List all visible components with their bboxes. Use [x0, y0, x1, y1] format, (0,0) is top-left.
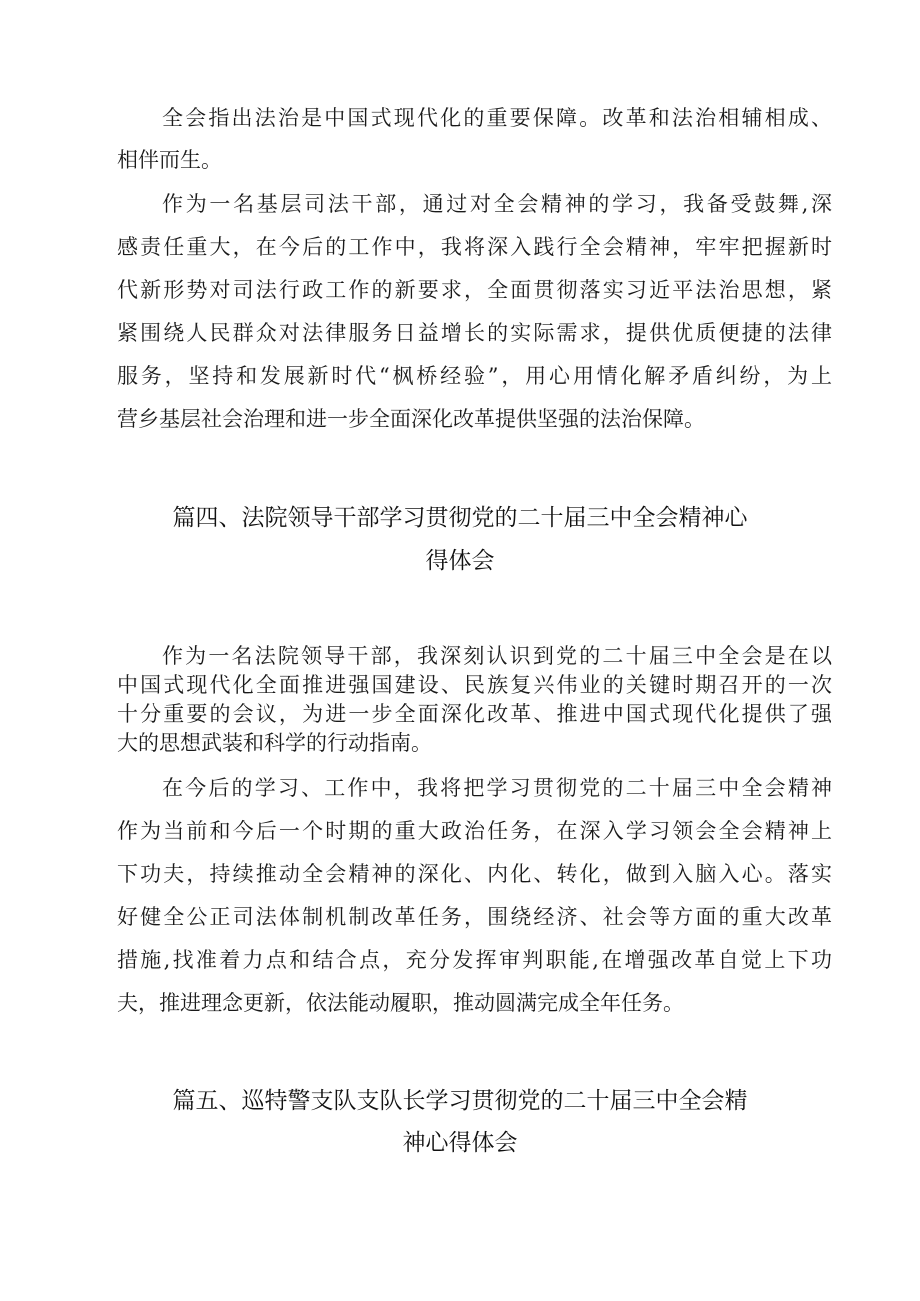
paragraph-line: 措施,找准着力点和结合点，充分发挥审判职能,在增强改革自觉上下功: [117, 948, 832, 972]
paragraph-line: 感责任重大，在今后的工作中，我将深入践行全会精神，牢牢把握新时: [117, 235, 832, 259]
paragraph-line: 大的思想武装和科学的行动指南。: [117, 731, 432, 755]
paragraph-line: 代新形势对司法行政工作的新要求，全面贯彻落实习近平法治思想，紧: [117, 278, 832, 302]
paragraph-line: 夫，推进理念更新，依法能动履职，推动圆满完成全年任务。: [117, 991, 684, 1015]
paragraph-line: 作为一名法院领导干部，我深刻认识到党的二十届三中全会是在以: [162, 644, 832, 668]
paragraph-line: 在今后的学习、工作中，我将把学习贯彻党的二十届三中全会精神: [162, 776, 832, 800]
paragraph-line: 作为一名基层司法干部，通过对全会精神的学习，我备受鼓舞,深: [162, 192, 832, 216]
section-heading: [0, 1083, 920, 1161]
paragraph-line: 作为当前和今后一个时期的重大政治任务，在深入学习领会全会精神上: [117, 819, 832, 843]
section-heading: [0, 500, 920, 579]
paragraph-line: 中国式现代化全面推进强国建设、民族复兴伟业的关键时期召开的一次: [117, 673, 832, 697]
paragraph-line: 服务，坚持和发展新时代“枫桥经验”，用心用情化解矛盾纠纷，为上: [117, 364, 832, 388]
section-heading-line: 神心得体会: [402, 1130, 518, 1156]
paragraph-line: 紧围绕人民群众对法律服务日益增长的实际需求，提供优质便捷的法律: [117, 321, 832, 345]
paragraph-line: 营乡基层社会治理和进一步全面深化改革提供坚强的法治保障。: [117, 407, 705, 431]
section-heading-line: 篇四、法院领导干部学习贯彻党的二十届三中全会精神心: [172, 505, 748, 531]
paragraph-line: 好健全公正司法体制机制改革任务，围绕经济、社会等方面的重大改革: [117, 905, 832, 929]
paragraph-line: 相伴而生。: [117, 148, 222, 172]
paragraph-line: 下功夫，持续推动全会精神的深化、内化、转化，做到入脑入心。落实: [117, 862, 832, 886]
paragraph-line: 全会指出法治是中国式现代化的重要保障。改革和法治相辅相成、: [162, 106, 832, 130]
section-heading-line: 篇五、巡特警支队支队长学习贯彻党的二十届三中全会精: [172, 1088, 748, 1114]
paragraph-line: 十分重要的会议，为进一步全面深化改革、推进中国式现代化提供了强: [117, 702, 832, 726]
section-heading-line: 得体会: [425, 548, 495, 574]
